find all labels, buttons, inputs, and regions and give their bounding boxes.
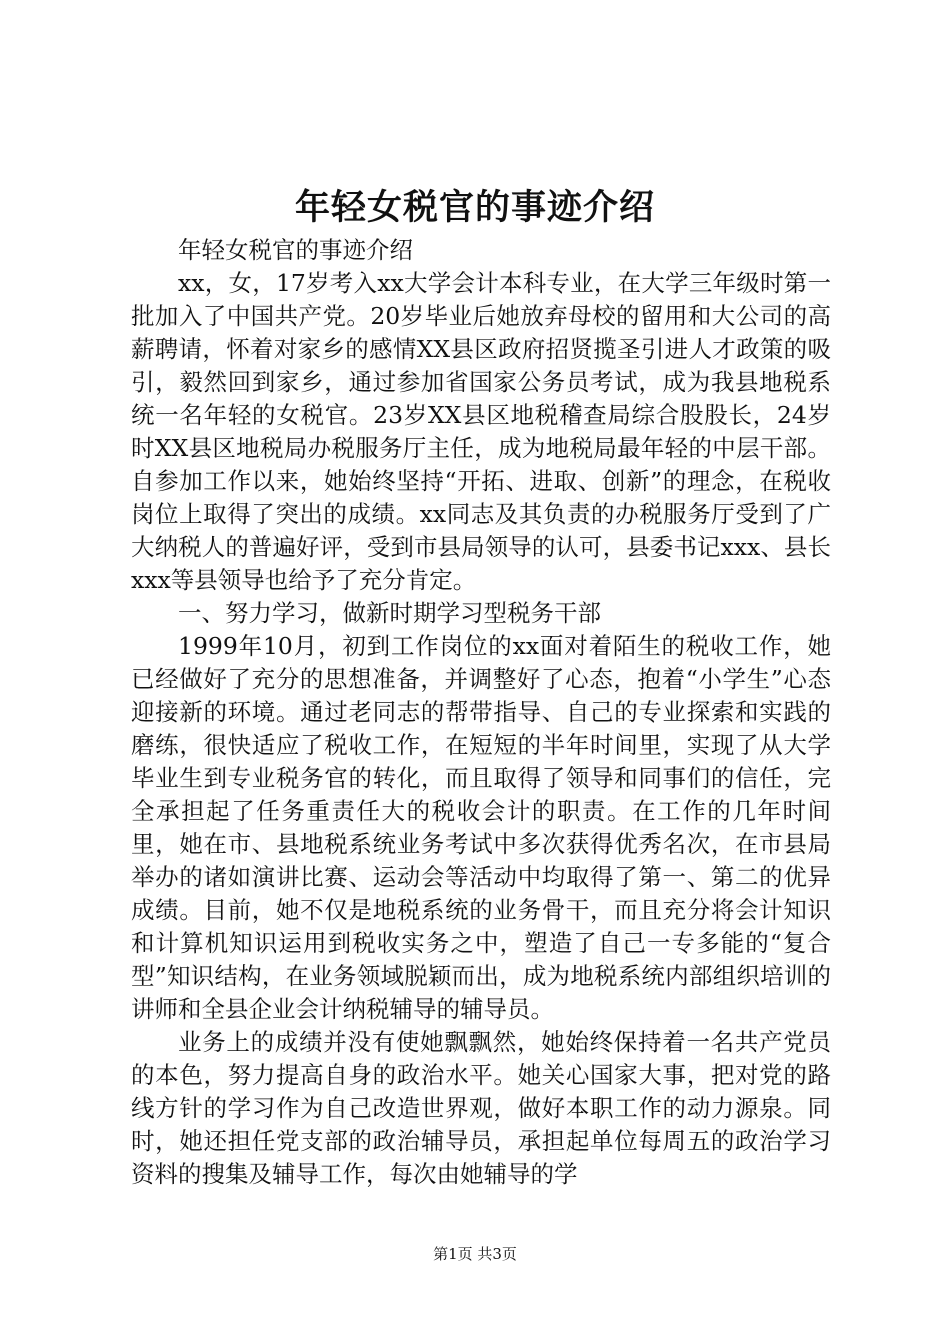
paragraph-section-1: 1999年10月，初到工作岗位的xx面对着陌生的税收工作，她已经做好了充分的思想准备，并调整好了心态，抱着“小学生”心态迎接新的环境。通过老同志的帮带指导、自己的专业探索和实践的磨练，很快适应了税收工作，在短短的半年时间里，实现了从大学毕业生到专业税务官的转化，而且取得了领导和同事们的信任，完全承担起了任务重责任大的税收会计的职责。在工作的几年时间里，她在市、县地税系统业务考试中多次获得优秀名次，在市县局举办的诸如演讲比赛、运动会等活动中均取得了第一、第二的优异成绩。目前，她不仅是地税系统的业务骨干，而且充分将会计知识和计算机知识运用到税收实务之中，塑造了自己一专多能的“复合型”知识结构，在业务领域脱颖而出，成为地税系统内部组织培训的讲师和全县企业会计纳税辅导的辅导员。: [131, 632, 831, 1023]
paragraph-political: 业务上的成绩并没有使她飘飘然，她始终保持着一名共产党员的本色，努力提高自身的政治水平。她关心国家大事，把对党的路线方针的学习作为自己改造世界观，做好本职工作的动力源泉。同时，她还担任党支部的政治辅导员，承担起单位每周五的政治学习资料的搜集及辅导工作，每次由她辅导的学: [131, 1028, 831, 1188]
paragraph-intro: xx，女，17岁考入xx大学会计本科专业，在大学三年级时第一批加入了中国共产党。20岁毕业后她放弃母校的留用和大公司的高薪聘请，怀着对家乡的感情XX县区政府招贤揽圣引进人才政策的吸引，毅然回到家乡，通过参加省国家公务员考试，成为我县地税系统一名年轻的女税官。23岁XX县区地税稽查局综合股股长，24岁时XX县区地税局办税服务厅主任，成为地税局最年轻的中层干部。自参加工作以来，她始终坚持“开拓、进取、创新”的理念，在税收岗位上取得了突出的成绩。xx同志及其负责的办税服务厅受到了广大纳税人的普遍好评，受到市县局领导的认可，县委书记xxx、县长xxx等县领导也给予了充分肯定。: [131, 269, 831, 594]
page-number-footer: 第1页 共3页: [433, 1245, 517, 1263]
paragraph-heading: 年轻女税官的事迹介绍: [178, 236, 413, 264]
document-body: [131, 234, 831, 1191]
section-heading-1: 一、努力学习，做新时期学习型税务干部: [178, 599, 601, 627]
document-title: 年轻女税官的事迹介绍: [294, 187, 655, 228]
